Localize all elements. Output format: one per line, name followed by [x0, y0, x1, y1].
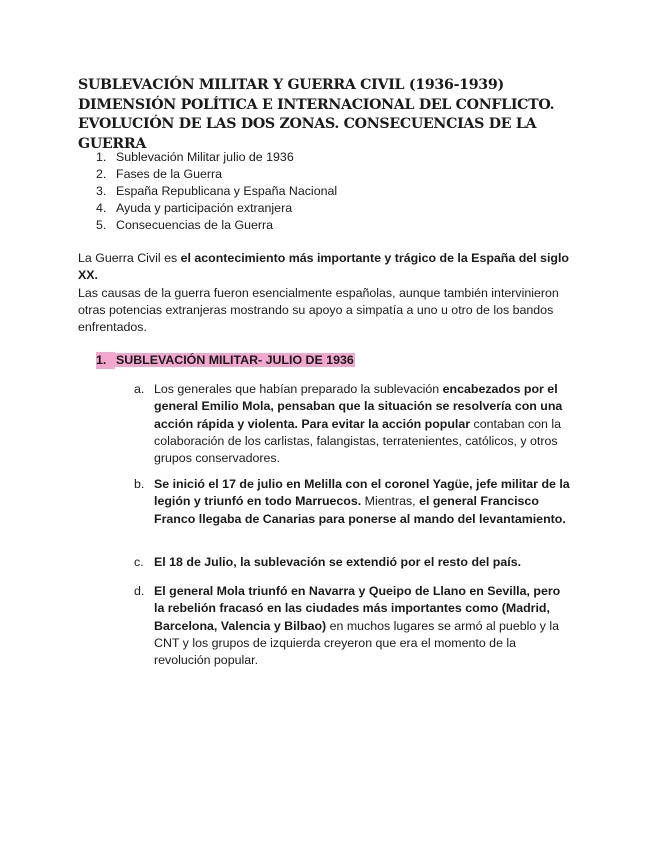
intro-paragraph-1 [78, 250, 583, 285]
table-of-contents [78, 149, 558, 234]
list-letter: c. [134, 555, 144, 569]
intro-paragraph-2: Las causas de la guerra fueron esencialmente españolas, aunque también intervinieron otras potencias extranjeras mostrando su apoyo a simpatía a uno u otro de los bandos enfrentados. [78, 285, 559, 335]
toc-item [78, 183, 558, 200]
item-bold-text: Se inició el 17 de julio en Melilla con el coronel Yagüe, jefe militar de la legión y triunfó en todo Marruecos. [154, 477, 570, 509]
toc-item [78, 149, 558, 166]
item-text: Los generales que habían preparado la sublevación [154, 382, 443, 396]
toc-number: 1. [96, 150, 107, 164]
toc-text: Fases de la Guerra [116, 167, 223, 181]
toc-item [78, 166, 558, 183]
list-item [134, 476, 574, 528]
toc-item [78, 217, 558, 234]
toc-number: 5. [96, 218, 107, 232]
toc-text: España Republicana y España Nacional [116, 184, 338, 198]
item-bold-text: el general Francisco Franco llegaba de Canarias para ponerse al mando del levantamiento. [154, 494, 566, 526]
section-heading [96, 352, 355, 369]
intro-bold-text: el acontecimiento más importante y trágico de la España del siglo XX. [78, 251, 569, 283]
list-item-text [154, 476, 574, 528]
list-item [134, 554, 574, 571]
item-bold-text: encabezados por el general Emilio Mola, pensaban que la situación se resolvería con una acción rápida y violenta. Para evitar la acción popular [154, 382, 563, 431]
toc-number: 2. [96, 167, 107, 181]
item-text: Mientras, [361, 494, 420, 509]
toc-number: 4. [96, 201, 107, 215]
list-item [134, 583, 574, 669]
list-letter: a. [134, 382, 145, 396]
list-item [134, 381, 574, 467]
item-bold-text: El 18 de Julio, la sublevación se extendió por el resto del país. [154, 555, 522, 569]
toc-text: Consecuencias de la Guerra [116, 218, 274, 232]
toc-item [78, 200, 558, 217]
section-title: SUBLEVACIÓN MILITAR- JULIO DE 1936 [116, 353, 354, 367]
item-text: en muchos lugares se armó al pueblo y la CNT y los grupos de izquierda creyeron que era el momento de la revolución popular. [154, 618, 559, 668]
section-number: 1. [96, 352, 115, 369]
toc-text: Ayuda y participación extranjera [116, 201, 293, 215]
list-letter: b. [134, 477, 145, 491]
intro-text: La Guerra Civil es [78, 251, 181, 265]
document-title: SUBLEVACIÓN MILITAR Y GUERRA CIVIL (1936-1939) DIMENSIÓN POLÍTICA E INTERNACIONAL DEL CONFLICTO. EVOLUCIÓN DE LAS DOS ZONAS. CONSECUENCIAS DE LA GUERRA [78, 77, 555, 152]
toc-number: 3. [96, 184, 107, 198]
list-item-text [154, 583, 574, 669]
item-text: contaban con la colaboración de los carlistas, falangistas, terratenientes, católicos, y otros grupos conservadores. [154, 416, 562, 466]
list-item-text [154, 554, 574, 571]
toc-text: Sublevación Militar julio de 1936 [116, 150, 294, 164]
item-bold-text: El general Mola triunfó en Navarra y Queipo de Llano en Sevilla, pero la rebelión fracasó en las ciudades más importantes como (Madrid, Barcelona, Valencia y Bilbao) [154, 584, 561, 633]
list-letter: d. [134, 584, 145, 598]
list-item-text [154, 381, 574, 467]
intro-section [78, 250, 583, 336]
